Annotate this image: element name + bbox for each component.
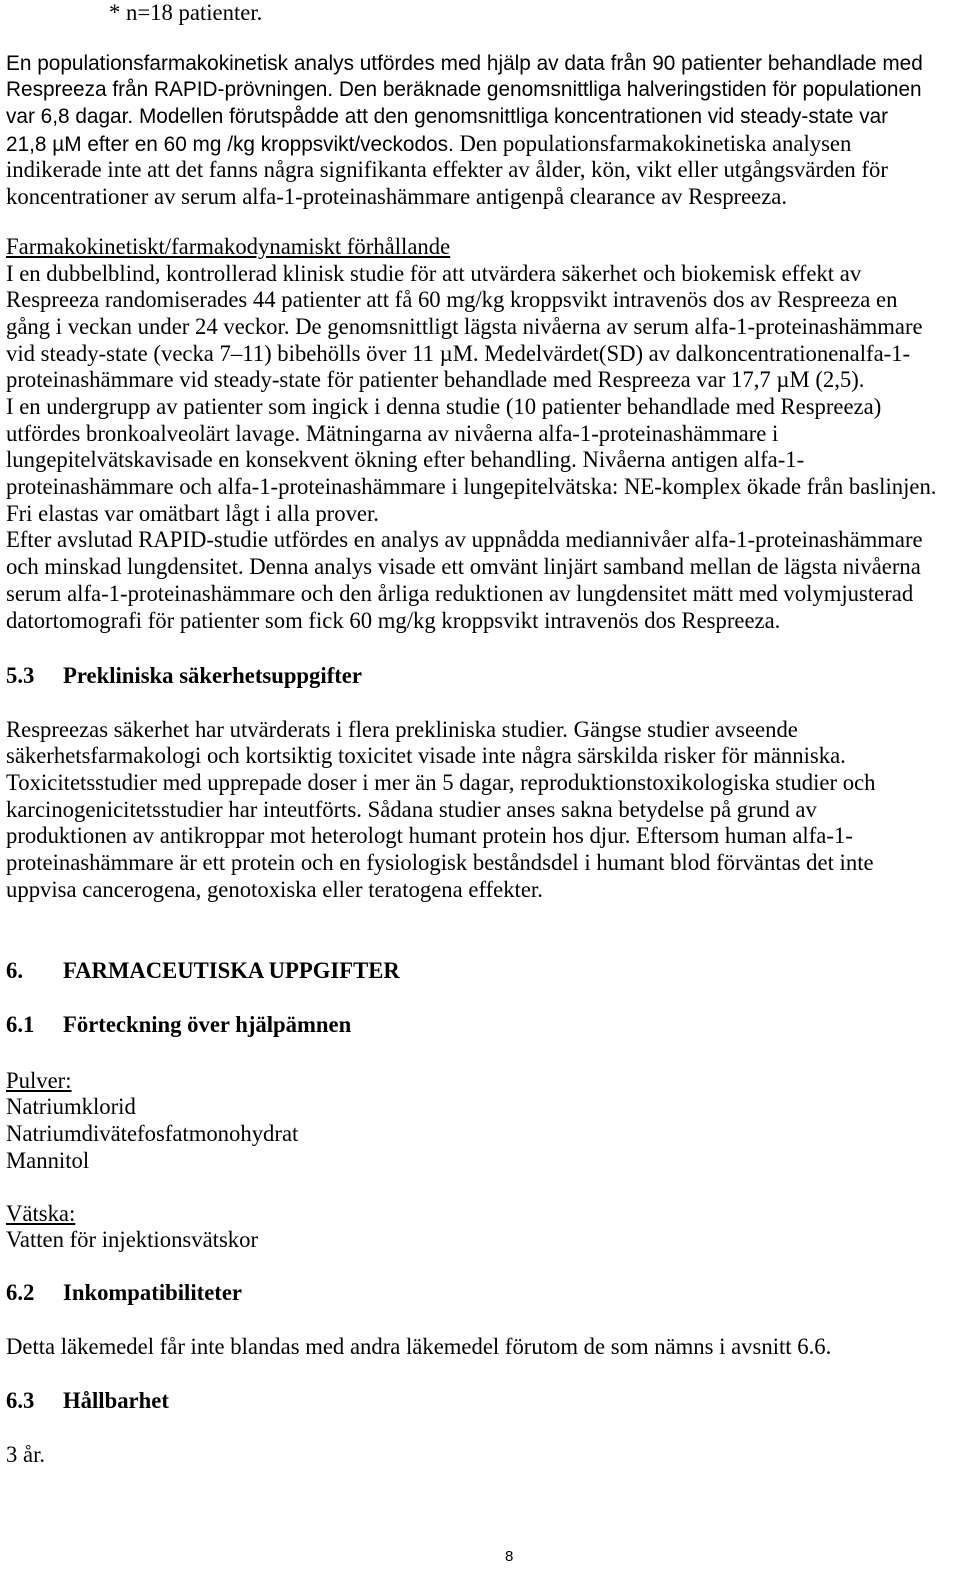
paragraph-line: uppvisa cancerogena, genotoxiska eller teratogena effekter. — [6, 876, 543, 902]
paragraph-line: I en dubbelblind, kontrollerad klinisk studie för att utvärdera säkerhet och biokemisk effekt av — [6, 260, 862, 286]
excipient-item: Natriumdivätefosfatmonohydrat — [6, 1120, 299, 1146]
section-number: 6.1 — [6, 1011, 35, 1037]
solvent-label — [6, 1201, 258, 1228]
paragraph-line: serum alfa-1-proteinashämmare och den årliga reduktionen av lungdensitet mätt med volymjusterad — [6, 580, 914, 606]
section-6-1-heading — [6, 1012, 351, 1039]
shelf-life-value: 3 år. — [6, 1441, 46, 1467]
paragraph-line: indikerade inte att det fanns några signifikanta effekter av ålder, kön, vikt eller utgångsvärden för — [6, 157, 888, 183]
paragraph-line: En populationsfarmakokinetisk analys utfördes med hjälp av data från 90 patienter behandlade med — [6, 51, 923, 75]
paragraph-line-part: 21,8 µM efter en 60 mg /kg kroppsvikt/veckodos. — [6, 132, 454, 156]
section-title: Hållbarhet — [63, 1387, 169, 1413]
paragraph-line: proteinashämmare och alfa-1-proteinashämmare i lungepitelvätska: NE-komplex ökade från baslinjen. — [6, 474, 937, 500]
section-title: Förteckning över hjälpämnen — [63, 1011, 352, 1037]
paragraph-line: proteinashämmare är ett protein och en fysiologisk beståndsdel i humant blod förväntas det inte — [6, 850, 874, 876]
footnote-text: * n=18 patienter. — [109, 0, 263, 25]
paragraph-line: Respreezas säkerhet har utvärderats i flera prekliniska studier. Gängse studier avseende — [6, 716, 798, 742]
powder-excipients — [6, 1068, 298, 1175]
paragraph-line: Respreeza randomiserades 44 patienter att få 60 mg/kg kroppsvikt intravenös dos av Respreeza en — [6, 287, 898, 313]
population-pk-paragraph — [6, 51, 923, 211]
paragraph-line: koncentrationer av serum alfa-1-proteinashämmare antigenpå clearance av Respreeza. — [6, 184, 788, 210]
paragraph-line: karcinogenicitetsstudier har inteutförts. Sådana studier anses sakna betydelse på grund av — [6, 796, 817, 822]
section-6-3-text — [6, 1442, 45, 1469]
solvent-excipients — [6, 1201, 258, 1254]
paragraph-line: och minskad lungdensitet. Denna analys visade ett omvänt linjärt samband mellan de lägsta nivåerna — [6, 554, 921, 580]
paragraph-line: Detta läkemedel får inte blandas med andra läkemedel förutom de som nämns i avsnitt 6.6. — [6, 1333, 832, 1359]
section-6-2-text — [6, 1334, 831, 1361]
paragraph-line: gång i veckan under 24 veckor. De genomsnittligt lägsta nivåerna av serum alfa-1-proteinashämmare — [6, 313, 923, 339]
section-6-heading — [6, 958, 400, 985]
paragraph-line: var 6,8 dagar. Modellen förutspådde att den genomsnittliga koncentrationen vid steady-state var — [6, 104, 889, 128]
powder-label — [6, 1068, 298, 1095]
paragraph-line-part: Den populationsfarmakokinetiska analysen — [459, 130, 852, 156]
section-number: 5.3 — [6, 662, 35, 688]
section-number: 6.2 — [6, 1279, 35, 1305]
paragraph-line: lungepitelvätskavisade en konsekvent ökning efter behandling. Nivåerna antigen alfa-1- — [6, 447, 805, 473]
footnote — [109, 0, 262, 27]
paragraph-line: utfördes bronkoalveolärt lavage. Mätningarna av nivåerna alfa-1-proteinashämmare i — [6, 420, 779, 446]
paragraph-line: Fri elastas var omätbart lågt i alla prover. — [6, 500, 379, 526]
section-title: Prekliniska säkerhetsuppgifter — [63, 662, 362, 688]
paragraph-line: proteinashämmare vid steady-state för patienter behandlade med Respreeza var 17,7 µM (2,5). — [6, 367, 865, 393]
section-number: 6.3 — [6, 1387, 35, 1413]
paragraph-line: Efter avslutad RAPID-studie utfördes en analys av uppnådda mediannivåer alfa-1-proteinashämmare — [6, 527, 923, 553]
pkpd-paragraph — [6, 261, 936, 635]
pkpd-heading — [6, 234, 450, 261]
pkpd-heading-text: Farmakokinetiskt/farmakodynamiskt förhållande — [6, 233, 451, 259]
paragraph-line: Respreeza från RAPID-prövningen. Den beräknade genomsnittliga halveringstiden för populationen — [6, 78, 922, 102]
paragraph-line: datortomografi för patienter som fick 60 mg/kg kroppsvikt intravenös dos Respreeza. — [6, 607, 781, 633]
section-6-2-heading — [6, 1280, 242, 1307]
paragraph-line: vid steady-state (vecka 7–11) bibehölls över 11 µM. Medelvärdet(SD) av dalkoncentrationenalfa-1- — [6, 340, 911, 366]
section-6-3-heading — [6, 1388, 169, 1415]
paragraph-line: I en undergrupp av patienter som ingick i denna studie (10 patienter behandlade med Respreeza) — [6, 394, 882, 420]
section-title: Inkompatibiliteter — [63, 1279, 242, 1305]
powder-label-text: Pulver: — [6, 1067, 72, 1093]
paragraph-line-mixed — [6, 131, 923, 158]
section-number: 6. — [6, 957, 24, 983]
excipient-item: Natriumklorid — [6, 1094, 136, 1120]
section-5-3-paragraph — [6, 717, 876, 904]
excipient-item: Mannitol — [6, 1147, 90, 1173]
paragraph-line: säkerhetsfarmakologi och kortsiktig toxicitet visade inte några särskilda risker för människa. — [6, 743, 846, 769]
page-number: 8 — [505, 1548, 514, 1565]
section-title: FARMACEUTISKA UPPGIFTER — [63, 957, 400, 983]
paragraph-line: Toxicitetsstudier med upprepade doser i mer än 5 dagar, reproduktionstoxikologiska studier och — [6, 769, 876, 795]
paragraph-line: produktionen av antikroppar mot heterologt humant protein hos djur. Eftersom human alfa-1- — [6, 823, 853, 849]
section-5-3-heading — [6, 663, 362, 690]
solvent-label-text: Vätska: — [6, 1200, 76, 1226]
excipient-item: Vatten för injektionsvätskor — [6, 1227, 259, 1253]
